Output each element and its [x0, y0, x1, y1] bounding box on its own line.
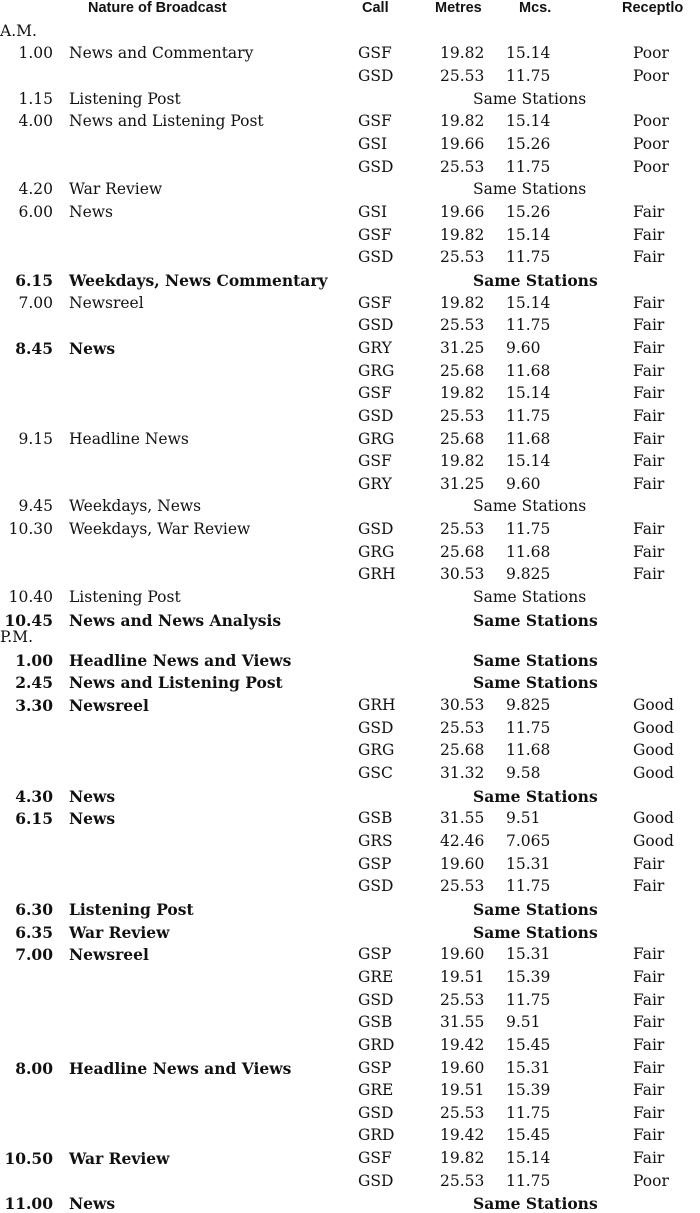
broadcast-time: 10.40 [8, 588, 53, 606]
station-mcs: 11.75 [506, 990, 551, 1009]
broadcast-program: Weekdays, News Commentary [69, 270, 328, 290]
station-row [0, 1126, 700, 1145]
broadcast-time: 7.00 [15, 945, 53, 965]
station-call-sign: GRH [358, 565, 396, 584]
broadcast-time: 6.35 [15, 922, 53, 942]
station-reception: Poor [633, 1171, 669, 1190]
station-reception: Poor [633, 157, 669, 176]
same-stations-note: Same Stations [473, 650, 598, 670]
station-metres: 31.55 [440, 809, 485, 828]
station-call-sign: GRD [358, 1035, 395, 1054]
schedule-entry [0, 497, 700, 516]
broadcast-program: Headline News and Views [69, 1058, 292, 1078]
station-reception: Fair [633, 945, 665, 964]
station-call-sign: GSF [358, 293, 392, 312]
station-call-sign: GSI [358, 135, 388, 153]
station-mcs: 11.75 [506, 1171, 551, 1190]
station-row [0, 158, 700, 177]
station-mcs: 11.68 [506, 542, 551, 561]
same-stations-note: Same Stations [473, 899, 598, 919]
schedule-entry [0, 900, 700, 919]
station-row [0, 832, 700, 851]
station-metres: 19.82 [440, 225, 485, 244]
broadcast-program: Newsreel [69, 945, 149, 965]
station-call-sign: GSI [358, 203, 388, 221]
station-metres: 31.32 [440, 764, 485, 782]
broadcast-program: News and Listening Post [69, 673, 283, 693]
station-mcs: 15.14 [506, 1149, 551, 1168]
station-metres: 25.53 [440, 520, 485, 539]
station-mcs: 9.58 [506, 764, 541, 782]
station-mcs: 11.75 [506, 718, 551, 737]
station-mcs: 15.31 [506, 945, 551, 964]
schedule-entry [0, 1149, 700, 1168]
station-call-sign: GSC [358, 764, 393, 782]
station-reception: Fair [633, 1126, 665, 1145]
broadcast-program: News [69, 786, 116, 806]
same-stations-note: Same Stations [473, 270, 598, 290]
schedule-entry [0, 1194, 700, 1213]
station-row [0, 877, 700, 896]
station-metres: 25.53 [440, 406, 485, 425]
station-metres: 19.82 [440, 1149, 485, 1168]
schedule-entry [0, 90, 700, 109]
station-metres: 19.51 [440, 967, 485, 986]
schedule-entry [0, 611, 700, 630]
station-metres: 42.46 [440, 832, 485, 850]
station-mcs: 15.14 [506, 225, 551, 244]
broadcast-time: 4.20 [18, 180, 53, 199]
station-mcs: 15.31 [506, 1058, 551, 1077]
station-metres: 25.68 [440, 542, 485, 561]
station-call-sign: GSP [358, 854, 392, 873]
schedule-entry [0, 1059, 700, 1078]
station-reception: Fair [633, 877, 665, 896]
station-metres: 25.53 [440, 1103, 485, 1122]
station-metres: 31.25 [440, 338, 485, 357]
station-metres: 25.53 [440, 248, 485, 267]
broadcast-time: 10.50 [4, 1149, 53, 1169]
station-mcs: 9.51 [506, 1013, 541, 1032]
schedule-entry [0, 271, 700, 290]
station-metres: 25.68 [440, 741, 485, 760]
station-mcs: 9.825 [506, 696, 551, 715]
station-mcs: 15.31 [506, 854, 551, 873]
station-row [0, 719, 700, 738]
station-call-sign: GRS [358, 832, 393, 850]
station-row [0, 248, 700, 267]
station-reception: Fair [633, 520, 665, 539]
station-call-sign: GRG [358, 429, 395, 448]
station-metres: 19.66 [440, 135, 485, 153]
header-metres: Metres [435, 0, 482, 16]
station-row [0, 316, 700, 335]
station-mcs: 11.75 [506, 316, 551, 335]
station-call-sign: GSF [358, 44, 392, 63]
station-call-sign: GSD [358, 990, 394, 1009]
station-reception: Fair [633, 406, 665, 425]
schedule-entry [0, 112, 700, 131]
broadcast-program: Listening Post [69, 588, 181, 606]
broadcast-program: Listening Post [69, 89, 181, 108]
station-reception: Fair [633, 1013, 665, 1032]
same-stations-note: Same Stations [473, 922, 598, 942]
schedule-entry [0, 696, 700, 715]
station-call-sign: GRE [358, 967, 394, 986]
station-mcs: 15.39 [506, 1081, 551, 1100]
header-reception: Receptlo [622, 0, 684, 16]
schedule-entry [0, 923, 700, 942]
station-call-sign: GSD [358, 316, 394, 335]
station-metres: 19.51 [440, 1081, 485, 1100]
station-mcs: 11.75 [506, 406, 551, 425]
station-row [0, 968, 700, 987]
broadcast-time: 9.45 [18, 497, 53, 516]
schedule-entry [0, 787, 700, 806]
station-row [0, 226, 700, 245]
station-metres: 19.60 [440, 854, 485, 873]
broadcast-program: Headline News and Views [69, 650, 292, 670]
station-reception: Fair [633, 248, 665, 267]
schedule-entry [0, 520, 700, 539]
broadcast-program: News [69, 809, 116, 829]
same-stations-note: Same Stations [473, 497, 587, 516]
schedule-entry [0, 44, 700, 63]
station-call-sign: GSD [358, 877, 394, 896]
station-reception: Fair [633, 990, 665, 1009]
station-call-sign: GSF [358, 452, 392, 471]
station-metres: 19.82 [440, 44, 485, 63]
same-stations-note: Same Stations [473, 89, 587, 108]
station-row [0, 991, 700, 1010]
station-call-sign: GSF [358, 1149, 392, 1168]
station-call-sign: GRY [358, 338, 392, 357]
station-call-sign: GSF [358, 112, 392, 131]
period-label: A.M. [0, 22, 37, 40]
broadcast-time: 6.15 [15, 809, 53, 829]
station-mcs: 15.14 [506, 452, 551, 471]
station-reception: Poor [633, 112, 669, 131]
station-metres: 25.53 [440, 316, 485, 335]
station-metres: 31.55 [440, 1013, 485, 1032]
station-reception: Fair [633, 1103, 665, 1122]
station-row [0, 384, 700, 403]
station-reception: Fair [633, 225, 665, 244]
broadcast-time: 7.00 [18, 293, 53, 312]
station-row [0, 1036, 700, 1055]
broadcast-time: 3.30 [15, 696, 53, 716]
station-call-sign: GSF [358, 225, 392, 244]
station-metres: 30.53 [440, 696, 485, 715]
station-metres: 19.60 [440, 1058, 485, 1077]
station-reception: Good [633, 718, 674, 737]
station-reception: Poor [633, 67, 669, 86]
schedule-entry [0, 809, 700, 828]
broadcast-program: News and Commentary [69, 44, 254, 63]
station-call-sign: GRE [358, 1081, 394, 1100]
broadcast-time: 8.00 [15, 1058, 53, 1078]
broadcast-time: 10.45 [4, 610, 53, 630]
broadcast-time: 10.30 [8, 520, 53, 539]
broadcast-program: News [69, 203, 113, 221]
station-reception: Fair [633, 1035, 665, 1054]
station-mcs: 11.68 [506, 741, 551, 760]
broadcast-time: 9.15 [18, 429, 53, 448]
broadcast-program: Newsreel [69, 293, 144, 312]
broadcast-program: Weekdays, War Review [69, 520, 251, 539]
station-metres: 19.42 [440, 1035, 485, 1054]
station-reception: Fair [633, 361, 665, 380]
broadcast-time: 8.45 [15, 338, 53, 358]
station-mcs: 15.45 [506, 1035, 551, 1054]
station-reception: Fair [633, 967, 665, 986]
station-metres: 25.53 [440, 1171, 485, 1190]
station-mcs: 11.75 [506, 248, 551, 267]
same-stations-note: Same Stations [473, 180, 587, 199]
broadcast-time: 1.15 [18, 89, 53, 108]
station-call-sign: GSD [358, 520, 394, 539]
station-mcs: 11.75 [506, 520, 551, 539]
station-call-sign: GSD [358, 718, 394, 737]
station-metres: 25.53 [440, 718, 485, 737]
station-call-sign: GSP [358, 945, 392, 964]
station-row [0, 764, 700, 783]
station-call-sign: GRG [358, 741, 395, 760]
station-call-sign: GRG [358, 361, 395, 380]
broadcast-time: 2.45 [15, 673, 53, 693]
same-stations-note: Same Stations [473, 1194, 598, 1213]
same-stations-note: Same Stations [473, 588, 587, 606]
schedule-entry [0, 339, 700, 358]
station-call-sign: GSB [358, 809, 393, 828]
station-mcs: 11.75 [506, 157, 551, 176]
station-reception: Fair [633, 1081, 665, 1100]
station-metres: 25.53 [440, 877, 485, 896]
station-reception: Good [633, 809, 674, 828]
station-metres: 19.82 [440, 112, 485, 131]
station-row [0, 1172, 700, 1191]
station-call-sign: GRD [358, 1126, 395, 1145]
schedule-entry [0, 180, 700, 199]
station-metres: 19.82 [440, 384, 485, 403]
broadcast-time: 6.30 [15, 899, 53, 919]
same-stations-note: Same Stations [473, 673, 598, 693]
broadcast-program: Listening Post [69, 899, 194, 919]
broadcast-time: 6.15 [15, 270, 53, 290]
station-row [0, 1104, 700, 1123]
same-stations-note: Same Stations [473, 786, 598, 806]
schedule-entry [0, 294, 700, 313]
station-call-sign: GSD [358, 67, 394, 86]
station-mcs: 9.60 [506, 474, 541, 493]
station-mcs: 15.45 [506, 1126, 551, 1145]
station-reception: Poor [633, 135, 669, 153]
broadcast-time: 1.00 [18, 44, 53, 63]
station-reception: Good [633, 832, 674, 850]
header-mcs: Mcs. [519, 0, 552, 16]
station-metres: 19.82 [440, 293, 485, 312]
station-call-sign: GRY [358, 474, 392, 493]
station-mcs: 9.60 [506, 338, 541, 357]
station-metres: 25.68 [440, 429, 485, 448]
broadcast-time: 6.00 [18, 203, 53, 221]
station-row [0, 67, 700, 86]
station-row [0, 1081, 700, 1100]
broadcast-program: News [69, 338, 116, 358]
station-call-sign: GSD [358, 1171, 394, 1190]
station-mcs: 9.825 [506, 565, 551, 584]
schedule-entry [0, 673, 700, 692]
station-metres: 25.53 [440, 990, 485, 1009]
station-row [0, 543, 700, 562]
station-metres: 30.53 [440, 565, 485, 584]
station-metres: 25.53 [440, 157, 485, 176]
broadcast-program: War Review [69, 1149, 170, 1169]
station-reception: Fair [633, 384, 665, 403]
station-mcs: 15.14 [506, 112, 551, 131]
station-reception: Fair [633, 854, 665, 873]
station-metres: 31.25 [440, 474, 485, 493]
station-reception: Good [633, 764, 674, 782]
station-mcs: 15.14 [506, 44, 551, 63]
broadcast-time: 1.00 [15, 650, 53, 670]
station-metres: 19.66 [440, 203, 485, 221]
broadcast-time: 4.00 [18, 112, 53, 131]
station-reception: Fair [633, 338, 665, 357]
station-row [0, 135, 700, 154]
station-row [0, 407, 700, 426]
station-mcs: 15.26 [506, 135, 551, 153]
station-call-sign: GSD [358, 1103, 394, 1122]
station-reception: Fair [633, 203, 665, 221]
station-reception: Fair [633, 565, 665, 584]
broadcast-program: Newsreel [69, 696, 149, 716]
station-reception: Poor [633, 44, 669, 63]
station-reception: Fair [633, 542, 665, 561]
broadcast-program: Weekdays, News [69, 497, 202, 516]
same-stations-note: Same Stations [473, 610, 598, 630]
header-call: Call [362, 0, 389, 16]
station-metres: 19.60 [440, 945, 485, 964]
station-reception: Good [633, 696, 674, 715]
station-row [0, 1013, 700, 1032]
station-mcs: 11.68 [506, 361, 551, 380]
broadcast-program: War Review [69, 180, 163, 199]
broadcast-program: News and Listening Post [69, 112, 264, 131]
station-mcs: 11.75 [506, 877, 551, 896]
station-call-sign: GSD [358, 248, 394, 267]
station-reception: Fair [633, 1149, 665, 1168]
schedule-entry [0, 203, 700, 222]
station-row [0, 855, 700, 874]
schedule-entry [0, 945, 700, 964]
station-row [0, 475, 700, 494]
station-call-sign: GSD [358, 406, 394, 425]
station-reception: Fair [633, 429, 665, 448]
station-row [0, 362, 700, 381]
station-call-sign: GSP [358, 1058, 392, 1077]
schedule-entry [0, 651, 700, 670]
station-reception: Fair [633, 1058, 665, 1077]
station-row [0, 565, 700, 584]
station-call-sign: GSF [358, 384, 392, 403]
station-row [0, 741, 700, 760]
station-reception: Fair [633, 293, 665, 312]
station-metres: 25.68 [440, 361, 485, 380]
broadcast-program: Headline News [69, 429, 189, 448]
broadcast-program: War Review [69, 922, 170, 942]
period-label: P.M. [0, 628, 34, 647]
station-reception: Fair [633, 452, 665, 471]
station-metres: 19.42 [440, 1126, 485, 1145]
station-reception: Fair [633, 474, 665, 493]
broadcast-program: News [69, 1194, 116, 1213]
station-mcs: 9.51 [506, 809, 541, 828]
broadcast-time: 11.00 [4, 1194, 53, 1213]
station-call-sign: GRH [358, 696, 396, 715]
station-mcs: 15.14 [506, 293, 551, 312]
schedule-entry [0, 588, 700, 607]
station-metres: 19.82 [440, 452, 485, 471]
station-mcs: 7.065 [506, 832, 551, 850]
schedule-entry [0, 430, 700, 449]
broadcast-program: News and News Analysis [69, 610, 282, 630]
station-call-sign: GSB [358, 1013, 393, 1032]
header-nature-of-broadcast: Nature of Broadcast [88, 0, 227, 16]
station-metres: 25.53 [440, 67, 485, 86]
station-reception: Fair [633, 316, 665, 335]
station-mcs: 11.75 [506, 1103, 551, 1122]
broadcast-time: 4.30 [15, 786, 53, 806]
station-mcs: 15.14 [506, 384, 551, 403]
station-mcs: 11.68 [506, 429, 551, 448]
station-reception: Good [633, 741, 674, 760]
station-mcs: 15.39 [506, 967, 551, 986]
station-call-sign: GSD [358, 157, 394, 176]
station-mcs: 15.26 [506, 203, 551, 221]
station-call-sign: GRG [358, 542, 395, 561]
station-row [0, 452, 700, 471]
station-mcs: 11.75 [506, 67, 551, 86]
